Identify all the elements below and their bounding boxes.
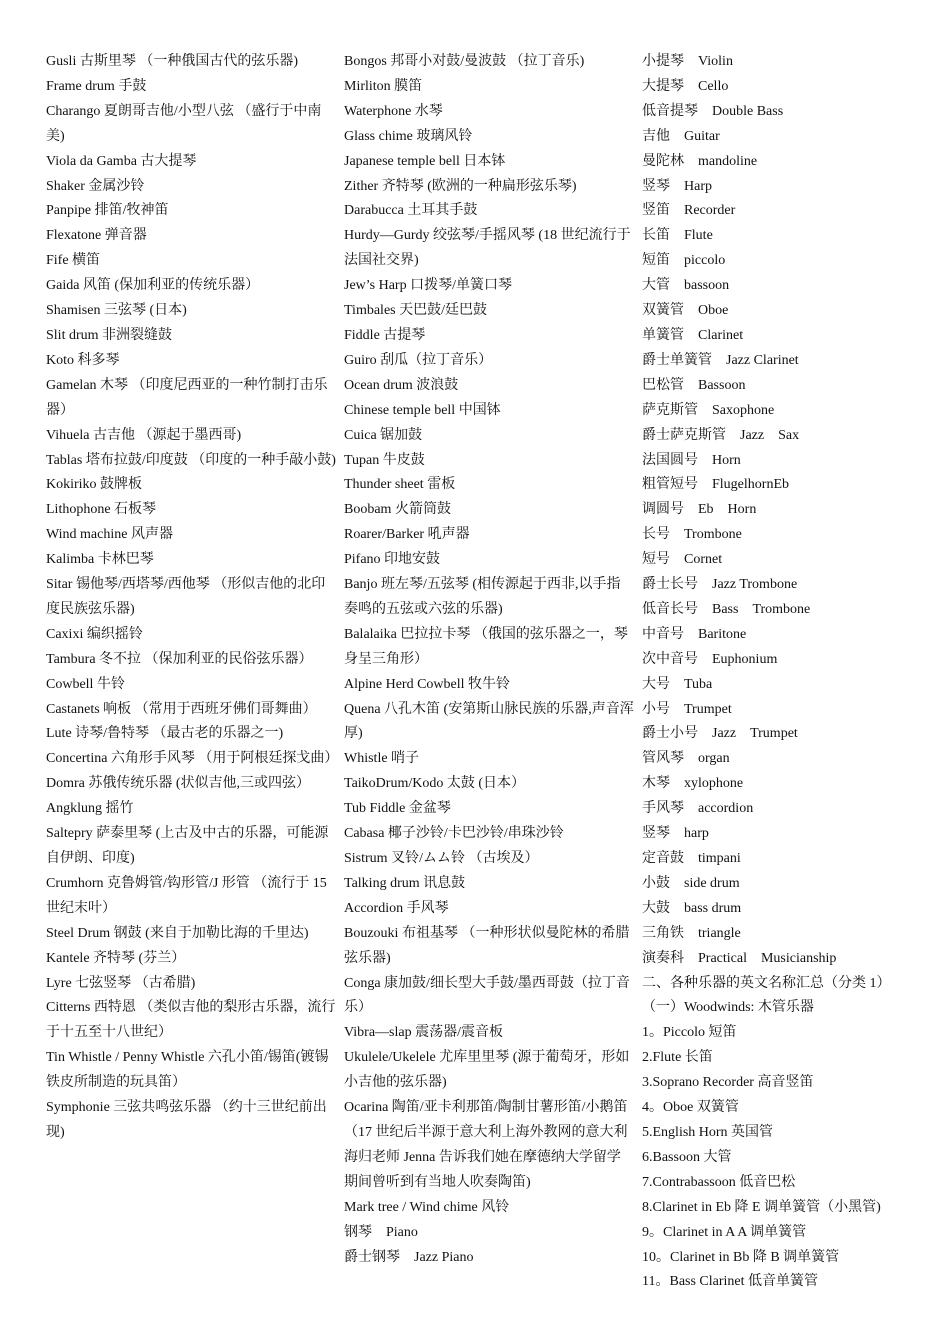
instrument-entry: Gusli 古斯里琴 （一种俄国古代的弦乐器) (46, 54, 298, 69)
instrument-entry: 长笛 Flute (642, 228, 713, 244)
instrument-entry: Quena 八孔木笛 (安第斯山脉民族的乐器,声音浑厚) (344, 701, 634, 742)
instrument-entry: 低音长号 Bass Trombone (642, 601, 811, 617)
instrument-entry: 管风琴 organ (642, 751, 730, 767)
instrument-entry: 10。Clarinet in Bb 降 B 调单簧管 (642, 1249, 840, 1265)
instrument-entry: 手风琴 accordion (642, 801, 754, 817)
instrument-entry: Kantele 齐特琴 (芬兰） (46, 950, 186, 966)
instrument-entry: 大号 Tuba (642, 676, 713, 692)
instrument-entry: 爵士小号 Jazz Trumpet (642, 726, 798, 742)
instrument-entry: Waterphone 水琴 (344, 103, 443, 119)
instrument-entry: Lithophone 石板琴 (46, 502, 157, 518)
instrument-entry: 小号 Trumpet (642, 701, 732, 717)
instrument-entry: Jew’s Harp 口拨琴/单簧口琴 (344, 278, 512, 294)
instrument-entry: Tupan 牛皮鼓 (344, 452, 425, 468)
instrument-entry: Timbales 天巴鼓/廷巴鼓 (344, 303, 487, 319)
column-3 (642, 50, 902, 1344)
instrument-entry: 木琴 xylophone (642, 776, 744, 792)
instrument-entry: Lute 诗琴/鲁特琴 （最古老的乐器之一) (46, 726, 284, 742)
instrument-entry: Tub Fiddle 金盆琴 (344, 801, 451, 817)
instrument-entry: Boobam 火箭筒鼓 (344, 502, 451, 518)
instrument-entry: 吉他 Guitar (642, 128, 720, 144)
instrument-entry: Charango 夏朗哥吉他/小型八弦 （盛行于中南美) (46, 103, 322, 144)
instrument-entry: 6.Bassoon 大管 (642, 1149, 732, 1165)
instrument-entry: Gaida 风笛 (保加利亚的传统乐器） (46, 278, 260, 294)
instrument-entry: Glass chime 玻璃风铃 (344, 128, 473, 144)
instrument-entry: Viola da Gamba 古大提琴 (46, 153, 197, 169)
instrument-entry: Frame drum 手鼓 (46, 78, 147, 94)
instrument-entry: 萨克斯管 Saxophone (642, 402, 775, 418)
instrument-entry: Sitar 锡他琴/西塔琴/西他琴 （形似吉他的北印度民族弦乐器) (46, 577, 326, 617)
instrument-entry: Thunder sheet 雷板 (344, 477, 456, 493)
instrument-entry: Bouzouki 布祖基琴 （一种形状似曼陀林的希腊弦乐器) (344, 925, 630, 966)
instrument-entry: Crumhorn 克鲁姆管/钩形管/J 形管 （流行于 15 世纪末叶） (46, 875, 327, 916)
instrument-entry: Angklung 摇竹 (46, 801, 134, 817)
instrument-entry: Gamelan 木琴 （印度尼西亚的一种竹制打击乐器） (46, 377, 328, 418)
instrument-entry: Flexatone 弹音器 (46, 228, 147, 244)
instrument-entry: Slit drum 非洲裂缝鼓 (46, 327, 173, 343)
instrument-entry: Mirliton 膜笛 (344, 78, 423, 94)
instrument-entry: Cuica 锯加鼓 (344, 427, 423, 443)
instrument-entry: Ocean drum 波浪鼓 (344, 377, 459, 393)
instrument-entry: TaikoDrum/Kodo 太鼓 (日本） (344, 776, 526, 792)
instrument-entry: Bongos 邦哥小对鼓/曼波鼓 （拉丁音乐) (344, 54, 585, 69)
instrument-entry: Fife 横笛 (46, 253, 101, 269)
instrument-entry: Zither 齐特琴 (欧洲的一种扁形弦乐琴) (344, 178, 577, 194)
instrument-entry: 3.Soprano Recorder 高音竖笛 (642, 1075, 814, 1091)
instrument-entry: 粗管短号 FlugelhornEb (642, 477, 789, 493)
instrument-entry: Kokiriko 鼓牌板 (46, 477, 143, 493)
instrument-entry: 小提琴 Violin (642, 54, 733, 69)
instrument-entry: Vihuela 古吉他 （源起于墨西哥) (46, 427, 242, 443)
instrument-entry: 9。Clarinet in A A 调单簧管 (642, 1224, 807, 1240)
instrument-entry: 5.English Horn 英国管 (642, 1124, 774, 1140)
instrument-entry: Kalimba 卡林巴琴 (46, 552, 154, 568)
instrument-entry: 单簧管 Clarinet (642, 327, 744, 343)
instrument-entry: 小鼓 side drum (642, 875, 740, 891)
instrument-entry: Fiddle 古提琴 (344, 327, 426, 343)
instrument-entry: Conga 康加鼓/细长型大手鼓/墨西哥鼓（拉丁音乐） (344, 975, 630, 1016)
instrument-entry: 竖琴 harp (642, 826, 709, 842)
instrument-entry: Darabucca 土耳其手鼓 (344, 203, 478, 219)
instrument-entry: Balalaika 巴拉拉卡琴 （俄国的弦乐器之一，琴身呈三角形） (344, 626, 628, 667)
instrument-entry: 竖笛 Recorder (642, 203, 736, 219)
instrument-entry: 爵士钢琴 Jazz Piano (344, 1249, 474, 1265)
instrument-entry: Ukulele/Ukelele 尤库里里琴 (源于葡萄牙，形如小吉他的弦乐器) (344, 1050, 630, 1091)
instrument-entry: 11。Bass Clarinet 低音单簧管 (642, 1274, 819, 1290)
instrument-entry: 爵士长号 Jazz Trombone (642, 577, 798, 593)
column-1 (46, 50, 344, 1344)
instrument-entry: Cowbell 牛铃 (46, 676, 125, 692)
instrument-entry: Shaker 金属沙铃 (46, 178, 145, 194)
instrument-entry: Whistle 哨子 (344, 751, 420, 767)
instrument-entry: Wind machine 风声器 (46, 527, 173, 543)
instrument-entry: Pifano 印地安鼓 (344, 552, 441, 568)
instrument-entry: 爵士萨克斯管 Jazz Sax (642, 427, 800, 443)
instrument-entry: Tablas 塔布拉鼓/印度鼓 （印度的一种手敲小鼓) (46, 452, 336, 468)
instrument-entry: Accordion 手风琴 (344, 900, 449, 916)
instrument-entry: Shamisen 三弦琴 (日本) (46, 303, 187, 319)
instrument-entry: 调圆号 Eb Horn (642, 502, 757, 518)
instrument-entry: Tambura 冬不拉 （保加利亚的民俗弦乐器） (46, 651, 313, 667)
column-2 (344, 50, 642, 1344)
instrument-entry: Roarer/Barker 吼声器 (344, 527, 470, 543)
instrument-entry: 爵士单簧管 Jazz Clarinet (642, 352, 799, 368)
instrument-entry: Lyre 七弦竖琴 （古希腊) (46, 975, 196, 991)
instrument-entry: 4。Oboe 双簧管 (642, 1100, 739, 1116)
instrument-entry: Sistrum 叉铃/ムム铃 （古埃及） (344, 851, 539, 866)
instrument-entry: Vibra—slap 震荡器/震音板 (344, 1025, 503, 1041)
instrument-entry: 长号 Trombone (642, 527, 742, 543)
instrument-entry: Banjo 班左琴/五弦琴 (相传源起于西非,以手指奏鸣的五弦或六弦的乐器) (344, 577, 621, 617)
instrument-entry: 二、各种乐器的英文名称汇总（分类 1）（一）Woodwinds: 木管乐器 (642, 975, 891, 1016)
instrument-entry: 曼陀林 mandoline (642, 153, 758, 169)
instrument-entry: Talking drum 讯息鼓 (344, 875, 466, 891)
instrument-entry: Hurdy—Gurdy 绞弦琴/手摇风琴 (18 世纪流行于法国社交界) (344, 228, 631, 269)
instrument-entry: 2.Flute 长笛 (642, 1050, 713, 1066)
instrument-entry: Saltepry 萨泰里琴 (上古及中古的乐器，可能源自伊朗、印度) (46, 826, 329, 866)
instrument-entry: 双簧管 Oboe (642, 303, 729, 319)
instrument-entry: Concertina 六角形手风琴 （用于阿根廷探戈曲） (46, 751, 339, 767)
instrument-entry: Alpine Herd Cowbell 牧牛铃 (344, 676, 511, 692)
instrument-entry: Panpipe 排笛/牧神笛 (46, 203, 169, 219)
instrument-entry: Guiro 刮瓜（拉丁音乐） (344, 352, 493, 368)
instrument-entry: 大提琴 Cello (642, 78, 729, 94)
instrument-entry: Ocarina 陶笛/亚卡利那笛/陶制甘薯形笛/小鹅笛（17 世纪后半源于意大利上海外教网的意大利海归老师 Jenna 告诉我们她在摩德纳大学留学期间曾听到有当地人吹奏陶笛) (344, 1100, 628, 1190)
instrument-entry: Citterns 西特恩 （类似吉他的梨形古乐器，流行于十五至十八世纪） (46, 1000, 336, 1041)
instrument-entry: 大管 bassoon (642, 278, 730, 294)
instrument-entry: Caxixi 编织摇铃 (46, 626, 143, 642)
instrument-entry: 次中音号 Euphonium (642, 651, 778, 667)
instrument-entry: Japanese temple bell 日本钵 (344, 153, 506, 169)
instrument-entry: 演奏科 Practical Musicianship (642, 950, 837, 966)
instrument-entry: 短笛 piccolo (642, 253, 726, 269)
instrument-entry: 7.Contrabassoon 低音巴松 (642, 1174, 796, 1190)
instrument-entry: 竖琴 Harp (642, 178, 712, 194)
instrument-entry: 中音号 Baritone (642, 626, 747, 642)
instrument-entry: Koto 科多琴 (46, 352, 120, 368)
instrument-entry: Castanets 响板 （常用于西班牙佛们哥舞曲） (46, 701, 317, 717)
instrument-entry: Chinese temple bell 中国钵 (344, 402, 501, 418)
instrument-entry: Tin Whistle / Penny Whistle 六孔小笛/锡笛(镀锡铁皮所制造的玩具笛） (46, 1050, 329, 1091)
instrument-entry: 大鼓 bass drum (642, 900, 742, 916)
instrument-entry: 三角铁 triangle (642, 925, 741, 941)
instrument-entry: Symphonie 三弦共鸣弦乐器 （约十三世纪前出现) (46, 1100, 327, 1140)
instrument-entry: 短号 Cornet (642, 552, 723, 568)
instrument-entry: Steel Drum 钢鼓 (来自于加勒比海的千里达) (46, 925, 309, 941)
instrument-entry: 低音提琴 Double Bass (642, 103, 784, 119)
instrument-entry: Mark tree / Wind chime 风铃 (344, 1199, 510, 1215)
instrument-entry: Cabasa 椰子沙铃/卡巴沙铃/串珠沙铃 (344, 826, 564, 842)
instrument-entry: 定音鼓 timpani (642, 851, 741, 866)
instrument-entry: 1。Piccolo 短笛 (642, 1025, 737, 1041)
instrument-entry: 法国圆号 Horn (642, 452, 741, 468)
instrument-entry: 8.Clarinet in Eb 降 E 调单簧管（小黑管) (642, 1199, 881, 1215)
instrument-entry: 巴松管 Bassoon (642, 377, 746, 393)
instrument-entry: 钢琴 Piano (344, 1224, 418, 1240)
instrument-entry: Domra 苏俄传统乐器 (状似吉他,三或四弦） (46, 776, 311, 792)
